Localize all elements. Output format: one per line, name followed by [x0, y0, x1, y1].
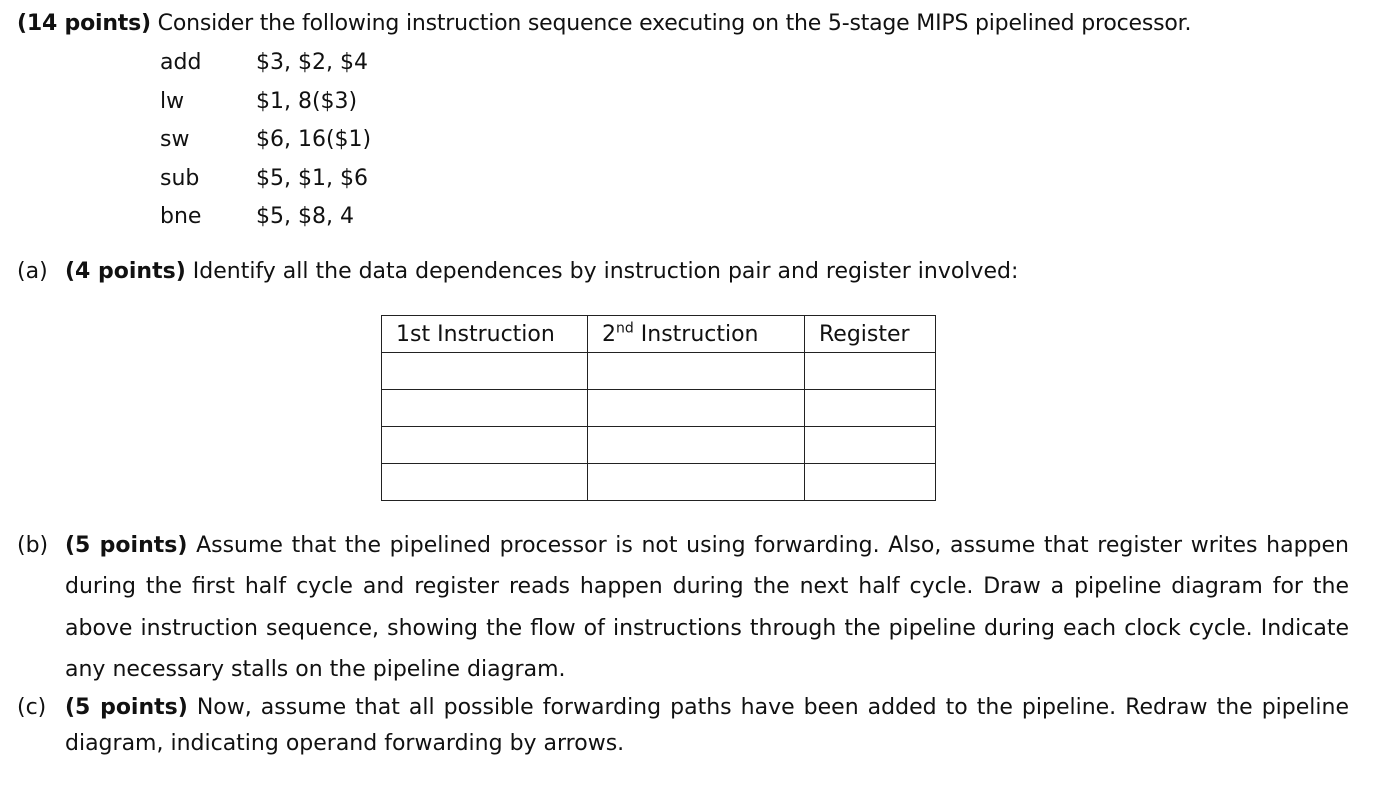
header-second-instruction	[588, 316, 805, 353]
header-register: Register	[805, 316, 936, 353]
header-second-text: Instruction	[633, 321, 759, 347]
answer-cell[interactable]	[588, 464, 805, 501]
part-b-text: Assume that the pipelined processor is not using forwarding. Also, assume that register writes happen during the first half cycle and register reads happen during the next half cycle. Draw a pipeline diagram for the above instruction sequence, showing the flow of instructions through the pipeline during each clock cycle. Indicate any necessary stalls on the pipeline diagram.	[65, 533, 1349, 682]
answer-cell[interactable]	[805, 427, 936, 464]
instruction-opcode: lw	[160, 88, 185, 114]
table-row	[382, 427, 936, 464]
answer-cell[interactable]	[805, 390, 936, 427]
table-row	[382, 390, 936, 427]
answer-cell[interactable]	[382, 390, 588, 427]
question-header	[17, 8, 1191, 40]
answer-cell[interactable]	[382, 464, 588, 501]
instruction-opcode: add	[160, 50, 202, 75]
header-second-number: 2	[602, 321, 616, 347]
part-a-label: (a)	[17, 259, 48, 284]
part-a-points: (4 points)	[65, 259, 186, 284]
instruction-opcode: sub	[160, 165, 200, 191]
answer-cell[interactable]	[382, 427, 588, 464]
part-a-body	[65, 256, 1349, 288]
part-b-label: (b)	[17, 533, 49, 558]
part-c-text: Now, assume that all possible forwarding paths have been added to the pipeline. Redraw the pipeline diagram, indicating operand forwarding by arrows.	[65, 695, 1349, 756]
table-header-row	[382, 316, 936, 353]
answer-cell[interactable]	[588, 353, 805, 390]
part-b-points: (5 points)	[65, 533, 188, 558]
answer-cell[interactable]	[805, 464, 936, 501]
part-c-label: (c)	[17, 695, 47, 720]
part-a-text: Identify all the data dependences by instruction pair and register involved:	[185, 259, 1019, 284]
header-second-superscript: nd	[616, 320, 634, 337]
instruction-operands: $3, $2, $4	[256, 50, 368, 75]
instruction-opcode: bne	[160, 204, 202, 230]
answer-cell[interactable]	[588, 427, 805, 464]
table-row	[382, 464, 936, 501]
question-text: Consider the following instruction sequence executing on the 5-stage MIPS pipelined processor.	[150, 11, 1192, 36]
instruction-operands: $5, $1, $6	[256, 165, 368, 191]
part-c-body	[65, 690, 1349, 762]
part-a	[17, 256, 1349, 288]
part-c	[17, 690, 1349, 762]
instruction-operands: $5, $8, 4	[256, 204, 354, 230]
question-points: (14 points)	[17, 11, 151, 36]
dependence-table	[381, 315, 936, 501]
table-row	[382, 353, 936, 390]
part-b	[17, 525, 1349, 690]
instruction-operands: $6, 16($1)	[256, 127, 372, 153]
instruction-opcode: sw	[160, 127, 190, 153]
part-b-body	[65, 525, 1349, 690]
instruction-operands: $1, 8($3)	[256, 88, 358, 114]
answer-cell[interactable]	[382, 353, 588, 390]
answer-cell[interactable]	[588, 390, 805, 427]
answer-cell[interactable]	[805, 353, 936, 390]
header-first-instruction: 1st Instruction	[382, 316, 588, 353]
part-c-points: (5 points)	[65, 695, 188, 720]
